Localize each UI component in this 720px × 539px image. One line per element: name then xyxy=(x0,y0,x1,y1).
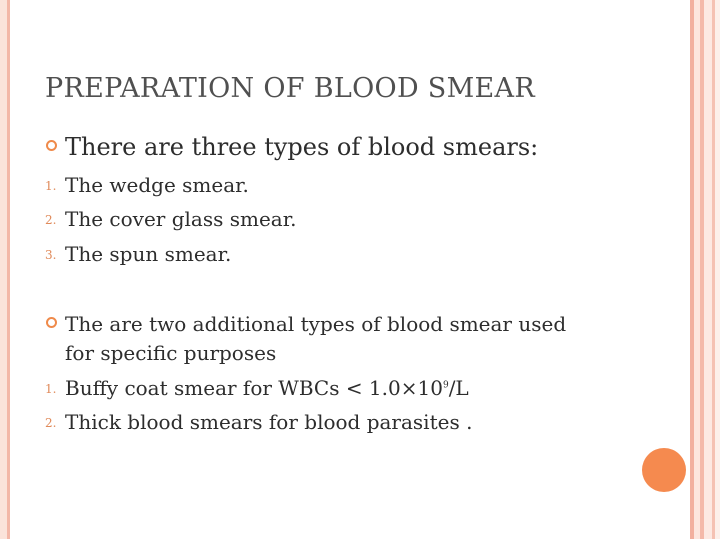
bullet-text-line1: The are two additional types of blood smear used xyxy=(65,312,567,336)
circle-bullet-icon xyxy=(46,140,57,151)
right-border-stripe xyxy=(704,0,712,539)
list-item-text: Buffy coat smear for WBCs < 1.0×10 xyxy=(65,376,443,400)
decorative-circle xyxy=(642,448,686,492)
list-number: 2. xyxy=(45,416,57,430)
list-number: 3. xyxy=(45,248,57,262)
circle-bullet-icon xyxy=(46,317,57,328)
list-item: The spun smear. xyxy=(65,242,232,266)
list-item: The cover glass smear. xyxy=(65,207,297,231)
left-border-line xyxy=(7,0,10,539)
list-item: Thick blood smears for blood parasites . xyxy=(65,410,473,434)
bullet-text-line2: for specific purposes xyxy=(65,341,277,365)
list-item: The wedge smear. xyxy=(65,173,249,197)
exponent: 9 xyxy=(442,380,449,391)
slide-title: PREPARATION OF BLOOD SMEAR xyxy=(45,73,535,104)
list-number: 2. xyxy=(45,213,57,227)
list-item-unit: /L xyxy=(448,376,469,400)
list-item xyxy=(65,376,469,400)
bullet-text: There are three types of blood smears: xyxy=(65,133,539,161)
right-border-stripe xyxy=(715,0,720,539)
list-number: 1. xyxy=(45,179,57,193)
list-number: 1. xyxy=(45,382,57,396)
left-border-stripe xyxy=(0,0,7,539)
